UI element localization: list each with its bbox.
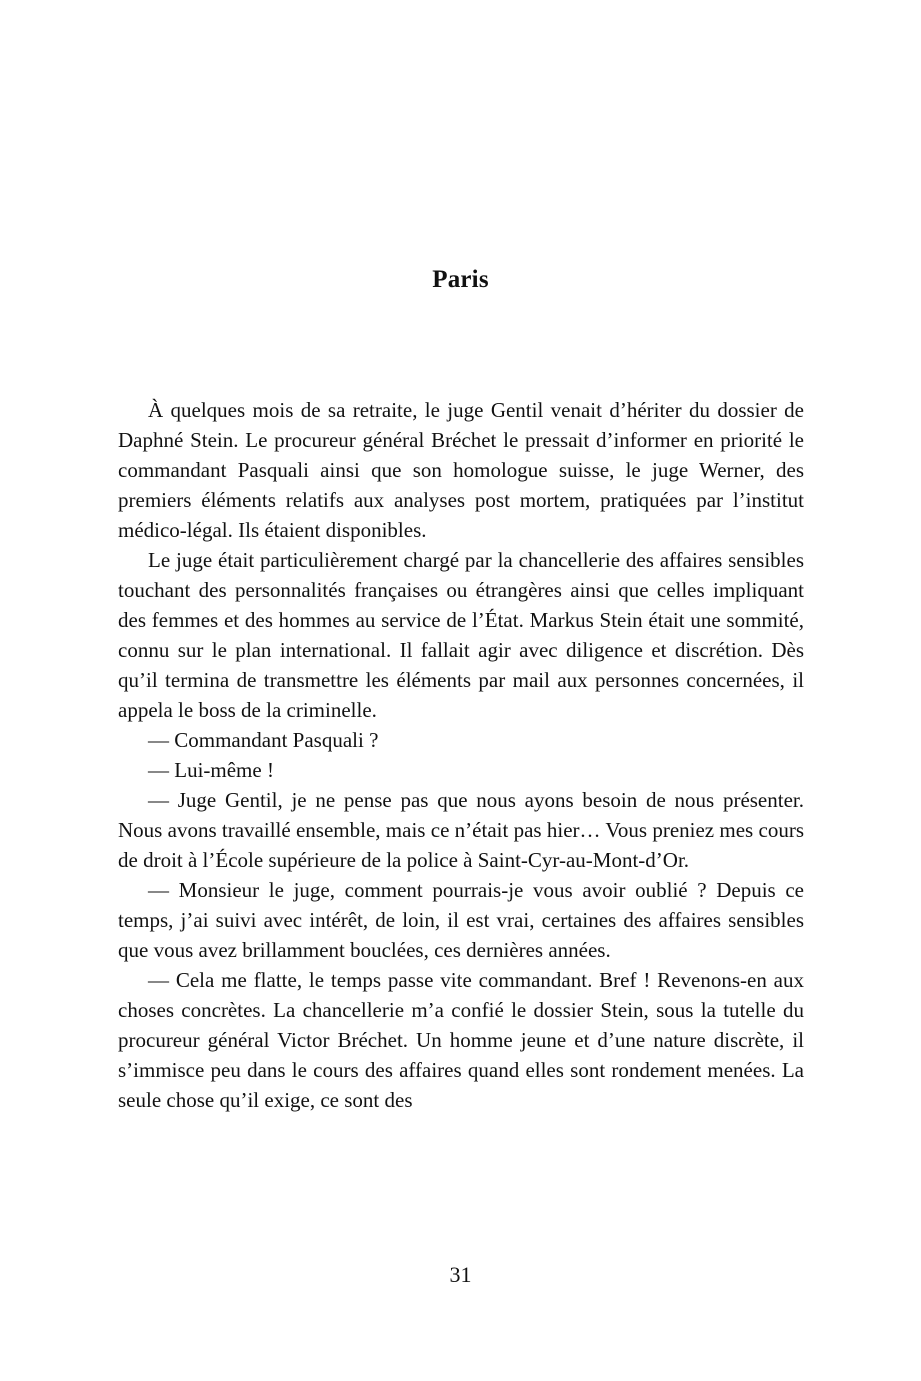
dialogue-line: — Commandant Pasquali ? bbox=[148, 728, 379, 752]
dialogue-line: — Cela me flatte, le temps passe vite commandant. Bref ! Revenons-en aux choses concrètes. La chancellerie m’a confié le dossier Stein, sous la tutelle du procureur général Victor Bréchet. Un homme jeune et d’une nature discrète, il s’immisce peu dans le cours des affaires quand elles sont rondement menées. La seule chose qu’il exige, ce sont des bbox=[118, 968, 804, 1112]
dialogue-line: — Monsieur le juge, comment pourrais-je vous avoir oublié ? Depuis ce temps, j’ai suivi avec intérêt, de loin, il est vrai, certaines des affaires sensibles que vous avez brillamment bouclées, ces dernières années. bbox=[118, 878, 804, 962]
chapter-title: Paris bbox=[432, 266, 489, 293]
dialogue-line: — Juge Gentil, je ne pense pas que nous ayons besoin de nous présenter. Nous avons travaillé ensemble, mais ce n’était pas hier… Vous preniez mes cours de droit à l’École supérieure de la police à Saint-Cyr-au-Mont-d’Or. bbox=[118, 788, 804, 872]
page-number: 31 bbox=[449, 1262, 472, 1287]
body-text bbox=[118, 395, 804, 1115]
dialogue-line: — Lui-même ! bbox=[148, 758, 274, 782]
paragraph: À quelques mois de sa retraite, le juge Gentil venait d’hériter du dossier de Daphné Stein. Le procureur général Bréchet le pressait d’informer en priorité le commandant Pasquali ainsi que son homologue suisse, le juge Werner, des premiers éléments relatifs aux analyses post mortem, pratiquées par l’institut médico-légal. Ils étaient disponibles. bbox=[118, 398, 804, 542]
paragraph: Le juge était particulièrement chargé par la chancellerie des affaires sensibles touchant des personnalités françaises ou étrangères ainsi que celles impliquant des femmes et des hommes au service de l’État. Markus Stein était une sommité, connu sur le plan international. Il fallait agir avec diligence et discrétion. Dès qu’il termina de transmettre les éléments par mail aux personnes concernées, il appela le boss de la criminelle. bbox=[118, 548, 804, 722]
